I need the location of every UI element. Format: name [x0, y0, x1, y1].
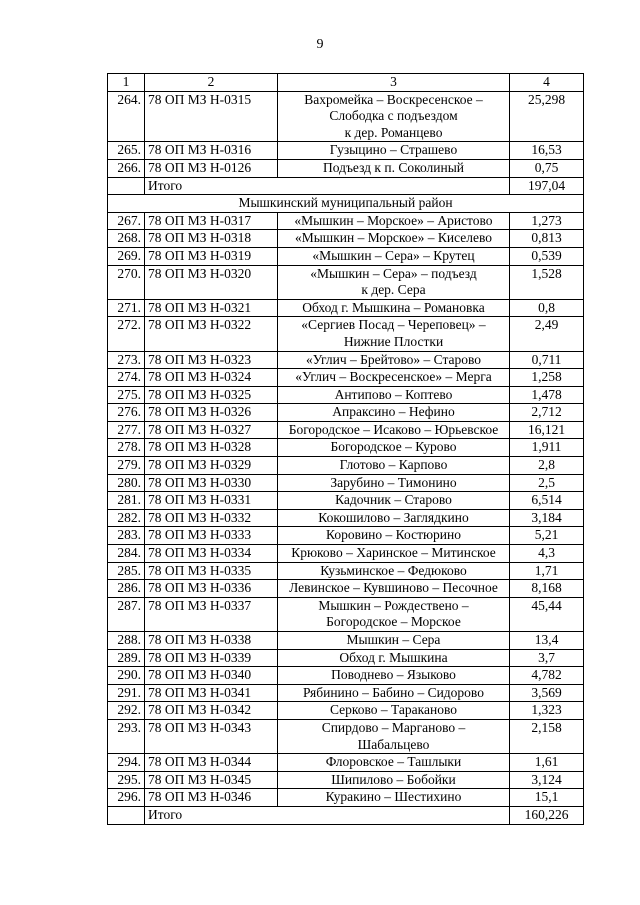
- total-label: Итого: [145, 806, 510, 824]
- row-number: 277.: [108, 421, 145, 439]
- road-name-line: Левинское – Кувшиново – Песочное: [289, 580, 498, 596]
- road-length: 3,124: [510, 771, 584, 789]
- total-row: [108, 177, 584, 195]
- road-name: [278, 91, 510, 142]
- table-row: [108, 351, 584, 369]
- table-row: [108, 91, 584, 142]
- road-length: 13,4: [510, 632, 584, 650]
- road-name: [278, 159, 510, 177]
- road-name-line: Спирдово – Марганово –: [321, 719, 466, 735]
- road-length: 2,8: [510, 457, 584, 475]
- row-number: 286.: [108, 580, 145, 598]
- road-length: 15,1: [510, 789, 584, 807]
- road-name: [278, 404, 510, 422]
- header-row: [108, 74, 584, 92]
- road-name-line: Куракино – Шестихино: [325, 789, 462, 805]
- row-number: 285.: [108, 562, 145, 580]
- road-code: 78 ОП МЗ Н-0126: [145, 159, 278, 177]
- road-length: 1,273: [510, 212, 584, 230]
- row-number: 266.: [108, 159, 145, 177]
- road-length: 16,121: [510, 421, 584, 439]
- header-cell-code: 2: [145, 74, 278, 92]
- road-length: 1,323: [510, 702, 584, 720]
- road-name-line: Богородское – Курово: [330, 439, 457, 455]
- road-length: 0,8: [510, 299, 584, 317]
- road-name: [278, 754, 510, 772]
- road-length: 1,258: [510, 369, 584, 387]
- row-number: 267.: [108, 212, 145, 230]
- row-number: 264.: [108, 91, 145, 142]
- road-name: [278, 702, 510, 720]
- table-row: [108, 212, 584, 230]
- road-length: 0,75: [510, 159, 584, 177]
- table-row: [108, 789, 584, 807]
- road-name: [278, 545, 510, 563]
- header-cell-num: 1: [108, 74, 145, 92]
- table-row: [108, 299, 584, 317]
- road-code: 78 ОП МЗ Н-0337: [145, 597, 278, 631]
- table-row: [108, 702, 584, 720]
- table-row: [108, 632, 584, 650]
- road-name-line: Кадочник – Старово: [335, 492, 452, 508]
- road-name-line: Подъезд к п. Соколиный: [322, 159, 465, 175]
- road-length: 2,5: [510, 474, 584, 492]
- road-code: 78 ОП МЗ Н-0321: [145, 299, 278, 317]
- road-name-line: Обход г. Мышкина: [339, 649, 448, 665]
- table-row: [108, 545, 584, 563]
- table-row: [108, 230, 584, 248]
- row-number: 278.: [108, 439, 145, 457]
- road-name-line: Апраксино – Нефино: [332, 404, 455, 420]
- table-row: [108, 142, 584, 160]
- road-name: [278, 719, 510, 753]
- table-row: [108, 404, 584, 422]
- road-length: 1,911: [510, 439, 584, 457]
- road-name-line: «Мышкин – Морское» – Киселево: [294, 230, 493, 246]
- total-empty-cell: [108, 177, 145, 195]
- road-name: [278, 351, 510, 369]
- road-length: 3,7: [510, 649, 584, 667]
- road-name-line: Нижние Плостки: [343, 333, 444, 349]
- road-length: 8,168: [510, 580, 584, 598]
- road-code: 78 ОП МЗ Н-0320: [145, 265, 278, 299]
- road-name-line: Слободка с подъездом: [329, 108, 458, 124]
- road-length: 4,3: [510, 545, 584, 563]
- table-row: [108, 247, 584, 265]
- page-number: 9: [316, 37, 324, 52]
- table-row: [108, 439, 584, 457]
- table-row: [108, 649, 584, 667]
- header-cell-name: 3: [278, 74, 510, 92]
- road-length: 0,711: [510, 351, 584, 369]
- row-number: 280.: [108, 474, 145, 492]
- table-row: [108, 509, 584, 527]
- road-code: 78 ОП МЗ Н-0316: [145, 142, 278, 160]
- road-code: 78 ОП МЗ Н-0328: [145, 439, 278, 457]
- road-code: 78 ОП МЗ Н-0330: [145, 474, 278, 492]
- total-value: 160,226: [510, 806, 584, 824]
- road-code: 78 ОП МЗ Н-0318: [145, 230, 278, 248]
- table-row: [108, 492, 584, 510]
- road-name: [278, 492, 510, 510]
- road-name: [278, 527, 510, 545]
- table-row: [108, 719, 584, 753]
- road-name-line: Шипилово – Бобойки: [331, 771, 456, 787]
- road-name-line: Гузыцино – Страшево: [329, 142, 458, 158]
- road-code: 78 ОП МЗ Н-0331: [145, 492, 278, 510]
- road-code: 78 ОП МЗ Н-0345: [145, 771, 278, 789]
- road-name: [278, 562, 510, 580]
- row-number: 276.: [108, 404, 145, 422]
- row-number: 271.: [108, 299, 145, 317]
- road-name-line: Вахромейка – Воскресенское –: [304, 91, 483, 107]
- road-name-line: Поводнево – Языково: [331, 667, 456, 683]
- row-number: 273.: [108, 351, 145, 369]
- road-code: 78 ОП МЗ Н-0315: [145, 91, 278, 142]
- road-name-line: Рябинино – Бабино – Сидорово: [303, 684, 484, 700]
- road-name: [278, 771, 510, 789]
- row-number: 291.: [108, 684, 145, 702]
- total-label: Итого: [145, 177, 510, 195]
- road-length: 4,782: [510, 667, 584, 685]
- row-number: 284.: [108, 545, 145, 563]
- road-name: [278, 421, 510, 439]
- road-code: 78 ОП МЗ Н-0334: [145, 545, 278, 563]
- road-length: 1,528: [510, 265, 584, 299]
- road-length: 25,298: [510, 91, 584, 142]
- road-code: 78 ОП МЗ Н-0323: [145, 351, 278, 369]
- road-name: [278, 597, 510, 631]
- road-name: [278, 580, 510, 598]
- road-length: 3,569: [510, 684, 584, 702]
- road-code: 78 ОП МЗ Н-0342: [145, 702, 278, 720]
- road-length: 2,158: [510, 719, 584, 753]
- table-row: [108, 457, 584, 475]
- road-length: 16,53: [510, 142, 584, 160]
- road-length: 1,478: [510, 386, 584, 404]
- road-code: 78 ОП МЗ Н-0325: [145, 386, 278, 404]
- road-name-line: «Углич – Брейтово» – Старово: [305, 351, 482, 367]
- road-name-line: «Углич – Воскресенское» – Мерга: [295, 369, 492, 385]
- road-code: 78 ОП МЗ Н-0317: [145, 212, 278, 230]
- road-code: 78 ОП МЗ Н-0338: [145, 632, 278, 650]
- road-name-line: Богородское – Морское: [326, 614, 461, 630]
- road-code: 78 ОП МЗ Н-0340: [145, 667, 278, 685]
- road-name-line: «Мышкин – Сера» – подъезд: [310, 265, 477, 281]
- road-name-line: Зарубино – Тимонино: [330, 474, 457, 490]
- table-row: [108, 317, 584, 351]
- road-name: [278, 789, 510, 807]
- road-name: [278, 317, 510, 351]
- table-row: [108, 369, 584, 387]
- section-row: [108, 195, 584, 213]
- row-number: 279.: [108, 457, 145, 475]
- road-code: 78 ОП МЗ Н-0346: [145, 789, 278, 807]
- road-name-line: Серково – Тараканово: [329, 702, 458, 718]
- row-number: 296.: [108, 789, 145, 807]
- roads-table: [107, 73, 584, 825]
- row-number: 292.: [108, 702, 145, 720]
- road-name-line: Мышкин – Рождествено –: [318, 597, 469, 613]
- row-number: 275.: [108, 386, 145, 404]
- road-length: 5,21: [510, 527, 584, 545]
- road-length: 0,539: [510, 247, 584, 265]
- road-length: 1,61: [510, 754, 584, 772]
- table-row: [108, 527, 584, 545]
- total-row: [108, 806, 584, 824]
- road-name-line: Крюково – Харинское – Митинское: [291, 545, 496, 561]
- road-name-line: Шабальцево: [357, 736, 430, 752]
- road-name-line: к дер. Сера: [361, 282, 426, 298]
- table-row: [108, 562, 584, 580]
- road-code: 78 ОП МЗ Н-0335: [145, 562, 278, 580]
- row-number: 265.: [108, 142, 145, 160]
- road-name: [278, 457, 510, 475]
- table-row: [108, 580, 584, 598]
- header-cell-length: 4: [510, 74, 584, 92]
- section-title: Мышкинский муниципальный район: [108, 195, 584, 213]
- road-name-line: Кузьминское – Федюково: [320, 562, 467, 578]
- road-name: [278, 386, 510, 404]
- road-name: [278, 474, 510, 492]
- road-name-line: Флоровское – Ташлыки: [325, 754, 462, 770]
- road-name-line: Мышкин – Сера: [346, 632, 441, 647]
- table-row: [108, 771, 584, 789]
- road-name-line: Антипово – Коптево: [334, 386, 453, 402]
- road-name-line: Богородское – Исаково – Юрьевское: [288, 421, 499, 437]
- road-length: 1,71: [510, 562, 584, 580]
- road-code: 78 ОП МЗ Н-0324: [145, 369, 278, 387]
- road-name: [278, 230, 510, 248]
- road-name: [278, 667, 510, 685]
- road-name: [278, 142, 510, 160]
- road-name-line: Обход г. Мышкина – Романовка: [302, 299, 485, 315]
- road-code: 78 ОП МЗ Н-0333: [145, 527, 278, 545]
- row-number: 268.: [108, 230, 145, 248]
- row-number: 281.: [108, 492, 145, 510]
- road-name: [278, 509, 510, 527]
- road-name-line: к дер. Романцево: [344, 124, 443, 140]
- road-length: 6,514: [510, 492, 584, 510]
- row-number: 282.: [108, 509, 145, 527]
- table-row: [108, 597, 584, 631]
- road-code: 78 ОП МЗ Н-0322: [145, 317, 278, 351]
- table-row: [108, 684, 584, 702]
- row-number: 288.: [108, 632, 145, 650]
- row-number: 290.: [108, 667, 145, 685]
- table-row: [108, 159, 584, 177]
- road-length: 2,712: [510, 404, 584, 422]
- road-name: [278, 299, 510, 317]
- table-row: [108, 474, 584, 492]
- road-name: [278, 265, 510, 299]
- road-code: 78 ОП МЗ Н-0326: [145, 404, 278, 422]
- road-name: [278, 632, 510, 650]
- row-number: 287.: [108, 597, 145, 631]
- road-name: [278, 649, 510, 667]
- road-name-line: Коровино – Костюрино: [326, 527, 461, 543]
- row-number: 294.: [108, 754, 145, 772]
- table-row: [108, 421, 584, 439]
- row-number: 269.: [108, 247, 145, 265]
- road-code: 78 ОП МЗ Н-0341: [145, 684, 278, 702]
- table-row: [108, 667, 584, 685]
- road-length: 0,813: [510, 230, 584, 248]
- road-name-line: Кокошилово – Заглядкино: [318, 509, 469, 525]
- road-code: 78 ОП МЗ Н-0344: [145, 754, 278, 772]
- road-name: [278, 247, 510, 265]
- road-code: 78 ОП МЗ Н-0343: [145, 719, 278, 753]
- road-name-line: «Мышкин – Сера» – Крутец: [312, 247, 475, 263]
- road-code: 78 ОП МЗ Н-0319: [145, 247, 278, 265]
- row-number: 293.: [108, 719, 145, 753]
- road-code: 78 ОП МЗ Н-0332: [145, 509, 278, 527]
- row-number: 272.: [108, 317, 145, 351]
- road-length: 45,44: [510, 597, 584, 631]
- road-name: [278, 684, 510, 702]
- road-name: [278, 439, 510, 457]
- road-name-line: «Сергиев Посад – Череповец» –: [301, 317, 486, 333]
- row-number: 274.: [108, 369, 145, 387]
- row-number: 295.: [108, 771, 145, 789]
- table-row: [108, 386, 584, 404]
- road-name: [278, 369, 510, 387]
- roads-table-body: [108, 74, 584, 825]
- road-code: 78 ОП МЗ Н-0339: [145, 649, 278, 667]
- road-name: [278, 212, 510, 230]
- road-length: 2,49: [510, 317, 584, 351]
- road-code: 78 ОП МЗ Н-0327: [145, 421, 278, 439]
- total-empty-cell: [108, 806, 145, 824]
- table-row: [108, 754, 584, 772]
- row-number: 289.: [108, 649, 145, 667]
- row-number: 270.: [108, 265, 145, 299]
- table-row: [108, 265, 584, 299]
- row-number: 283.: [108, 527, 145, 545]
- road-code: 78 ОП МЗ Н-0336: [145, 580, 278, 598]
- road-code: 78 ОП МЗ Н-0329: [145, 457, 278, 475]
- road-name-line: «Мышкин – Морское» – Аристово: [294, 212, 493, 228]
- road-name-line: Глотово – Карпово: [339, 457, 448, 473]
- total-value: 197,04: [510, 177, 584, 195]
- road-length: 3,184: [510, 509, 584, 527]
